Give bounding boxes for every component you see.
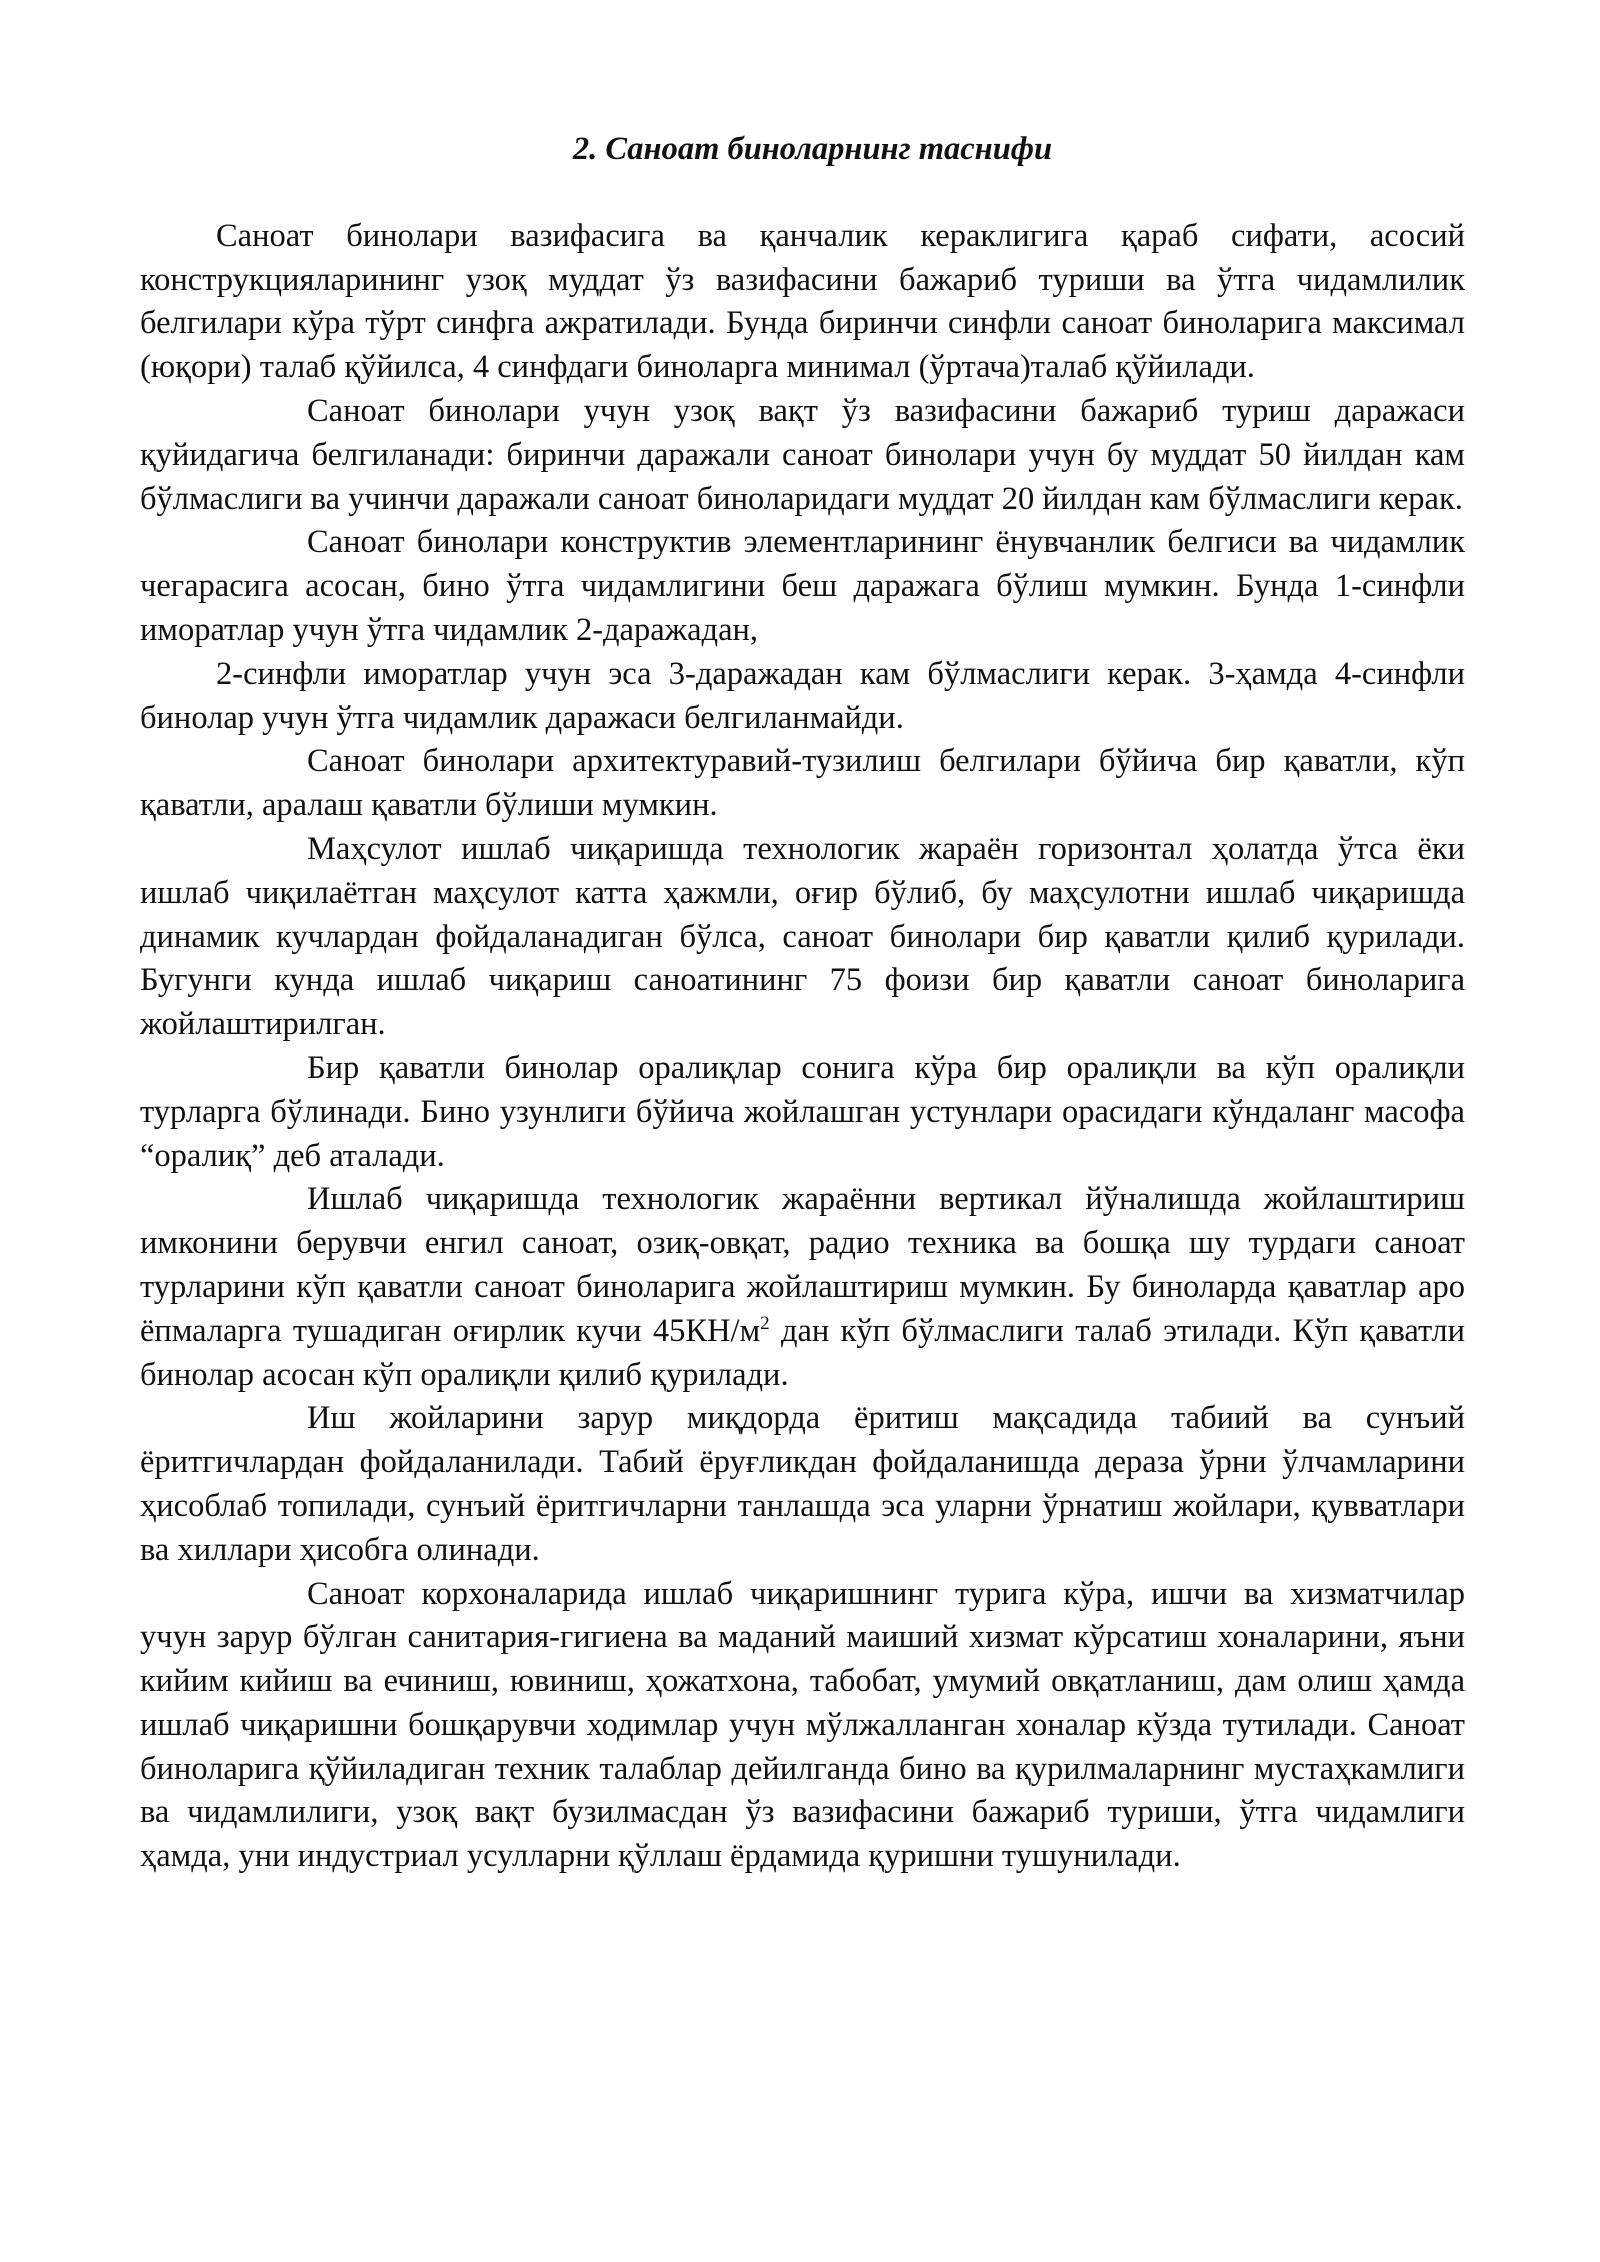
- paragraph: 2-синфли иморатлар учун эса 3-даражадан кам бўлмаслиги керак. 3-ҳамда 4-синфли бинолар учун ўтга чидамлик даражаси белгиланмайди.: [140, 655, 1465, 736]
- paragraph: Бир қаватли бинолар оралиқлар сонига кўра бир оралиқли ва кўп оралиқли турларга бўлинади. Бино узунлиги бўйича жойлашган устунлари орасидаги кўндаланг масофа “оралиқ” деб аталади.: [140, 1049, 1465, 1174]
- paragraph: Маҳсулот ишлаб чиқаришда технологик жараён горизонтал ҳолатда ўтса ёки ишлаб чиқилаётган маҳсулот катта ҳажмли, оғир бўлиб, бу маҳсулотни ишлаб чиқаришда динамик кучлардан фойдаланадиган бўлса, саноат бинолари бир қаватли қилиб қурилади. Бугунги кунда ишлаб чиқариш саноатининг 75 фоизи бир қаватли саноат биноларига жойлаштирилган.: [140, 830, 1465, 1043]
- paragraph: Саноат бинолари архитектуравий-тузилиш белгилари бўйича бир қаватли, кўп қаватли, аралаш қаватли бўлиши мумкин.: [140, 743, 1465, 824]
- paragraph: Иш жойларини зарур миқдорда ёритиш мақсадида табиий ва сунъий ёритгичлардан фойдаланилади. Табий ёруғликдан фойдаланишда дераза ўрни ўлчамларини ҳисоблаб топилади, сунъий ёритгичларни танлашда эса уларни ўрнатиш жойлари, қувватлари ва хиллари ҳисобга олинади.: [140, 1400, 1465, 1568]
- paragraph: [140, 1178, 1465, 1397]
- superscript: 2: [760, 1312, 770, 1334]
- document-page: [140, 128, 1465, 1879]
- paragraph-text: Ишлаб чиқаришда технологик жараённи вертикал йўналишда жойлаштириш имконини берувчи енгил саноат, озиқ-овқат, радио техника ва бошқа шу турдаги саноат турларини кўп қаватли саноат биноларига жойлаштириш мумкин. Бу биноларда қаватлар аро ёпмаларга тушадиган оғирлик кучи 45КН/м: [140, 1181, 1465, 1349]
- paragraph: Саноат корхоналарида ишлаб чиқаришнинг турига кўра, ишчи ва хизматчилар учун зарур бўлган санитария-гигиена ва маданий маиший хизмат кўрсатиш хоналарини, яъни кийим кийиш ва ечиниш, ювиниш, ҳожатхона, табобат, умумий овқатланиш, дам олиш ҳамда ишлаб чиқаришни бошқарувчи ходимлар учун мўлжалланган хоналар кўзда тутилади. Саноат биноларига қўйиладиган техник талаблар дейилганда бино ва қурилмаларнинг мустаҳкамлиги ва чидамлилиги, узоқ вақт бузилмасдан ўз вазифасини бажариб туриши, ўтга чидамлиги ҳамда, уни индустриал усулларни қўллаш ёрдамида қуришни тушунилади.: [140, 1575, 1465, 1875]
- paragraph-text: дан кўп бўлмаслиги талаб этилади. Кўп қаватли бинолар асосан кўп оралиқли қилиб қурилади.: [140, 1312, 1466, 1393]
- paragraph: Саноат бинолари вазифасига ва қанчалик кераклигига қараб сифати, асосий конструкцияларининг узоқ муддат ўз вазифасини бажариб туриши ва ўтга чидамлилик белгилари кўра тўрт синфга ажратилади. Бунда биринчи синфли саноат биноларига максимал (юқори) талаб қўйилса, 4 синфдаги биноларга минимал (ўртача)талаб қўйилади.: [140, 217, 1465, 386]
- page-title: 2. Саноат биноларнинг таснифи: [572, 131, 1053, 167]
- paragraph: Саноат бинолари конструктив элементларининг ёнувчанлик белгиси ва чидамлик чегарасига асосан, бино ўтга чидамлигини беш даражага бўлиш мумкин. Бунда 1-синфли иморатлар учун ўтга чидамлик 2-даражадан,: [140, 524, 1465, 648]
- paragraph: Саноат бинолари учун узоқ вақт ўз вазифасини бажариб туриш даражаси қуйидагича белгиланади: биринчи даражали саноат бинолари учун бу муддат 50 йилдан кам бўлмаслиги ва учинчи даражали саноат биноларидаги муддат 20 йилдан кам бўлмаслиги керак.: [140, 392, 1465, 517]
